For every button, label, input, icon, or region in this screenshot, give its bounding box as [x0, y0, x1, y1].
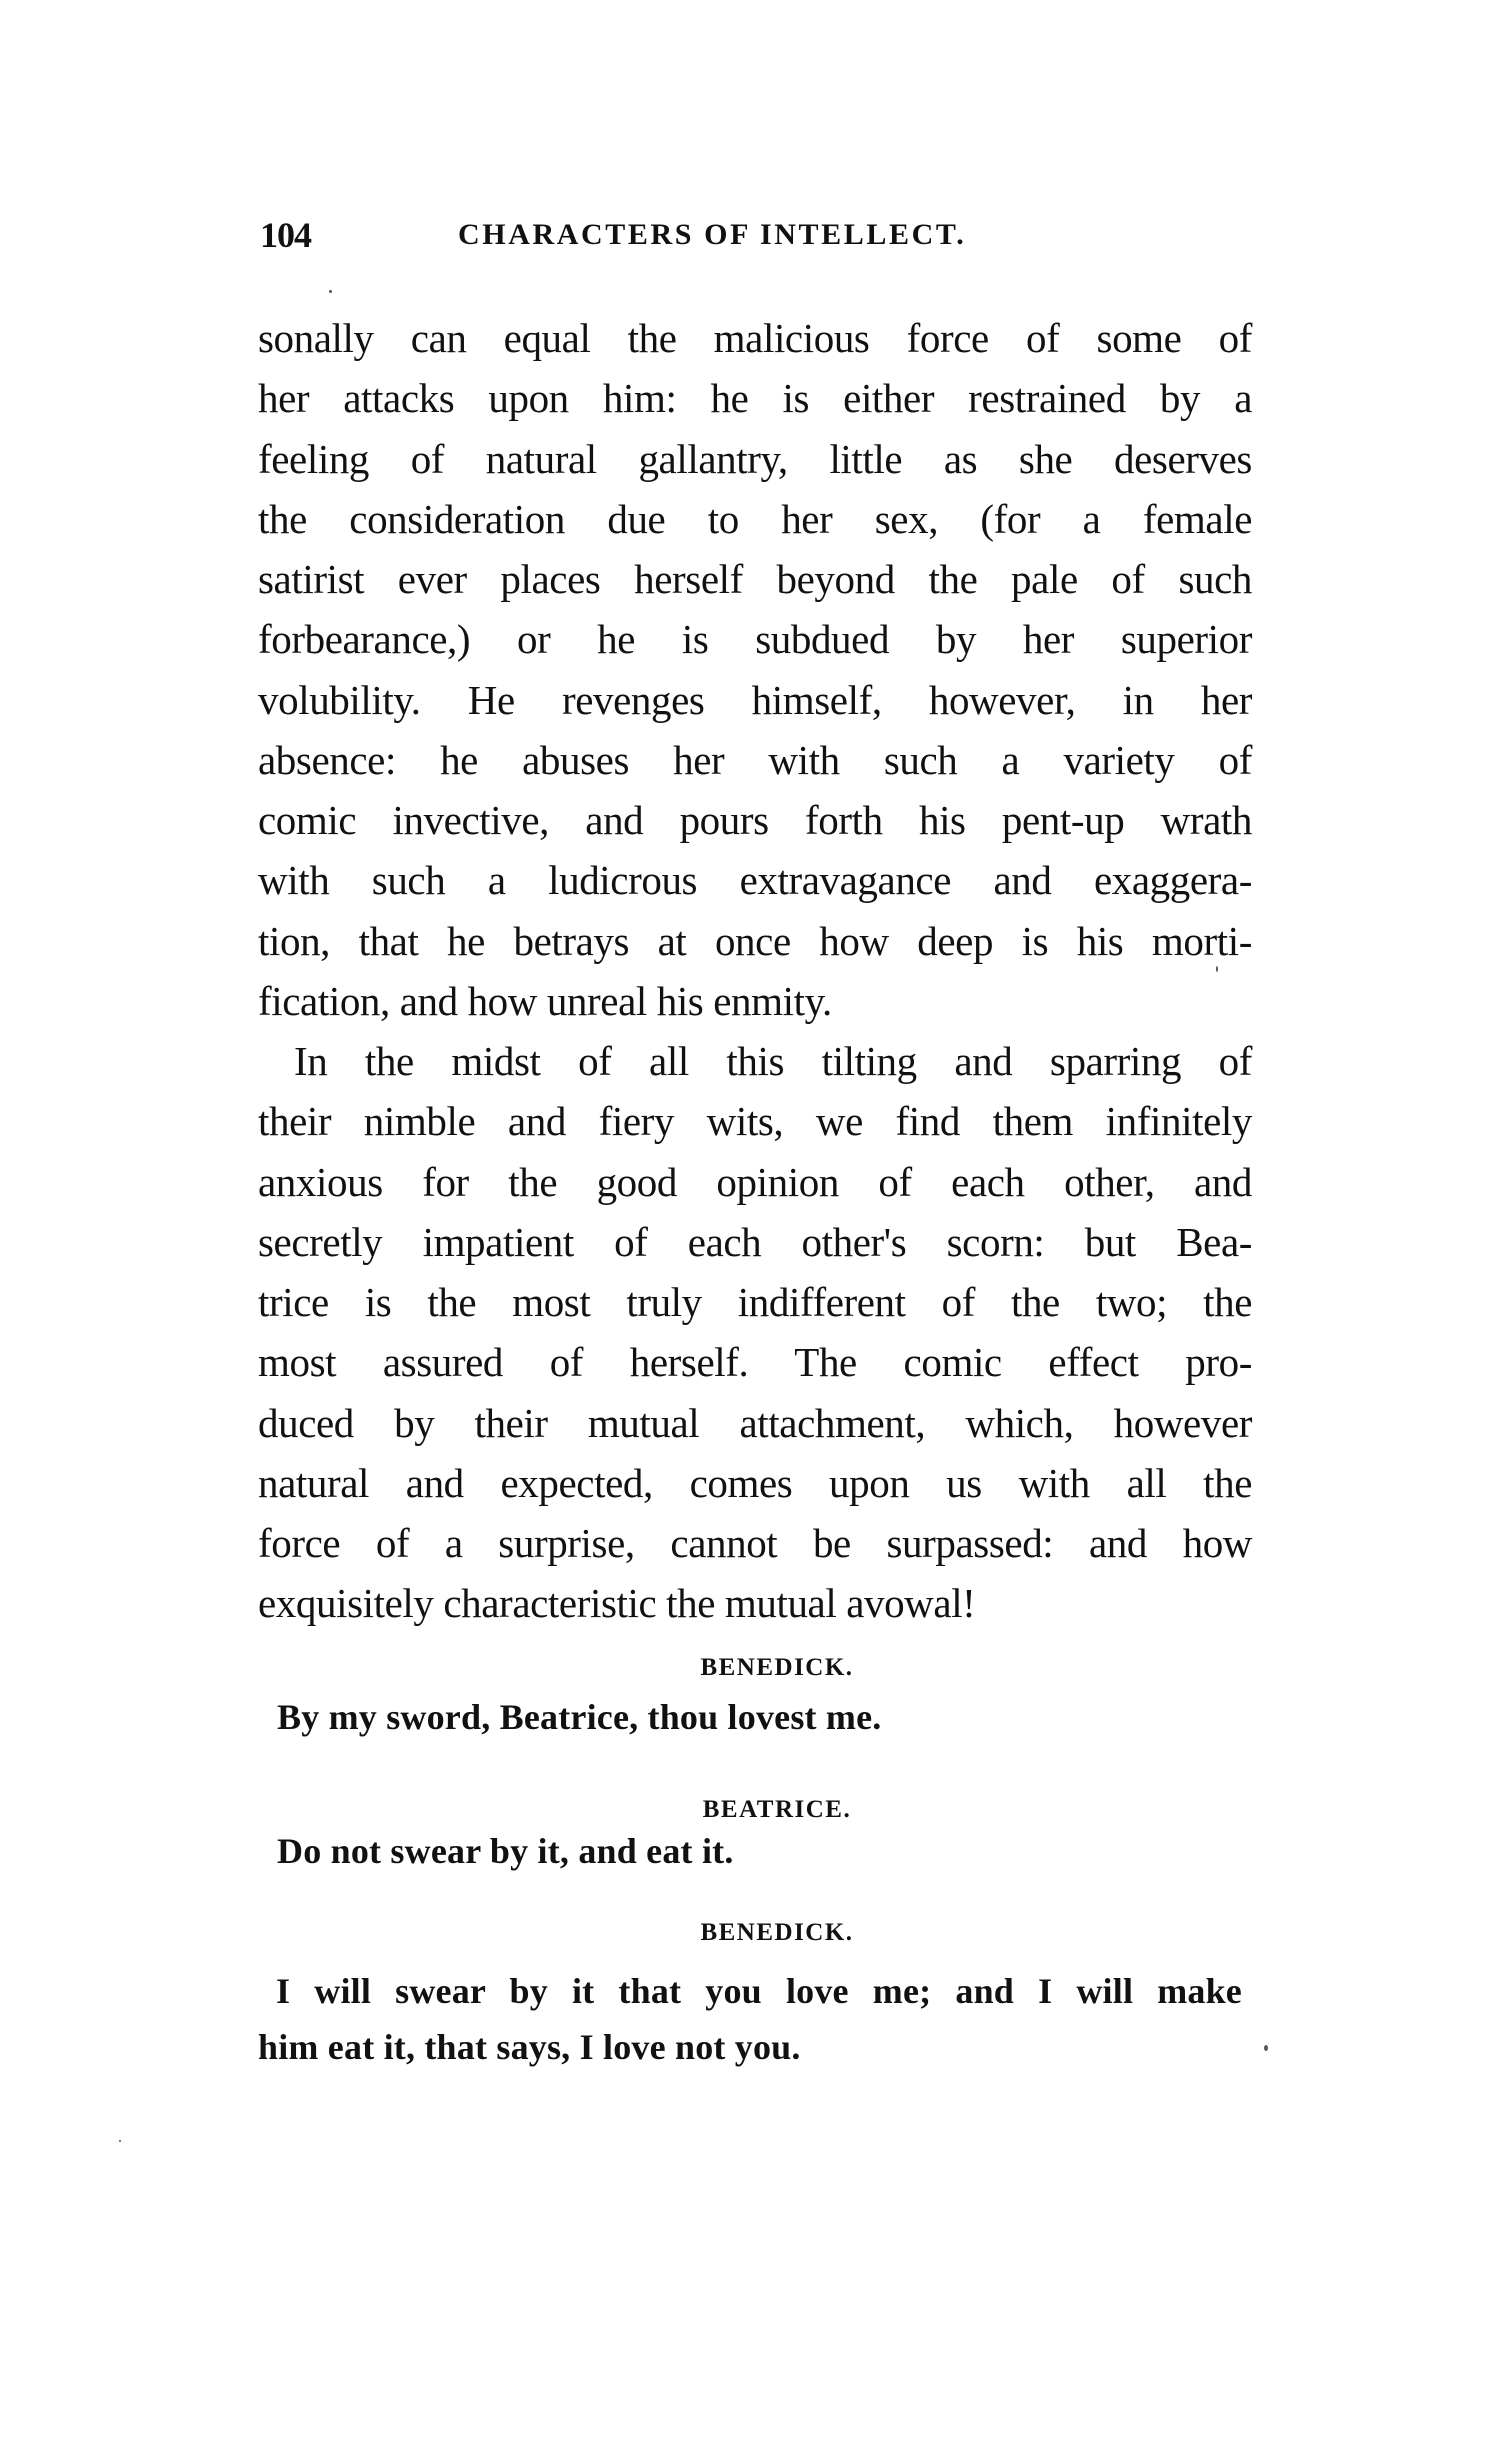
- text-line: secretly impatient of each other's scorn: but Bea-: [258, 1218, 1252, 1265]
- text-line: comic invective, and pours forth his pent-up wrath: [258, 797, 1252, 843]
- text-line: tion, that he betrays at once how deep is his morti-: [258, 917, 1252, 964]
- speech-line: him eat it, that says, I love not you.: [258, 2027, 801, 2067]
- text-line: anxious for the good opinion of each other, and: [258, 1158, 1252, 1205]
- text-line: natural and expected, comes upon us with all the: [258, 1459, 1252, 1506]
- speech-line: Do not swear by it, and eat it.: [277, 1831, 734, 1871]
- text-line: most assured of herself. The comic effect pro-: [258, 1339, 1252, 1386]
- text-line: their nimble and fiery wits, we find them infinitely: [258, 1098, 1252, 1145]
- text-line: her attacks upon him: he is either restrained by a: [258, 375, 1252, 422]
- page-number: 104: [260, 215, 311, 255]
- text-line: force of a surprise, cannot be surpassed: and how: [258, 1520, 1252, 1566]
- paragraph-start-line: In the midst of all this tilting and sparring of: [294, 1038, 1252, 1084]
- speaker-name: BEATRICE.: [702, 1796, 852, 1823]
- print-speck: [1216, 966, 1218, 972]
- running-title: CHARACTERS OF INTELLECT.: [458, 218, 967, 251]
- print-speck: [329, 290, 332, 293]
- text-line: trice is the most truly indifferent of the two; the: [258, 1279, 1252, 1325]
- print-speck: [1264, 2045, 1268, 2051]
- text-line: satirist ever places herself beyond the pale of such: [258, 556, 1252, 602]
- text-line: forbearance,) or he is subdued by her superior: [258, 616, 1252, 663]
- running-head: [260, 214, 1260, 258]
- speaker-name: BENEDICK.: [700, 1654, 854, 1681]
- text-line: volubility. He revenges himself, however, in her: [258, 676, 1252, 723]
- print-speck: [119, 2140, 121, 2142]
- text-line: exquisitely characteristic the mutual avowal!: [258, 1580, 976, 1627]
- text-line: sonally can equal the malicious force of some of: [258, 315, 1252, 361]
- text-line: feeling of natural gallantry, little as she deserves: [258, 435, 1252, 482]
- body-text: [258, 308, 1252, 1634]
- text-line: duced by their mutual attachment, which, however: [258, 1399, 1252, 1446]
- speaker-name: BENEDICK.: [700, 1919, 854, 1946]
- speech-line: By my sword, Beatrice, thou lovest me.: [277, 1697, 882, 1737]
- speech-line: I will swear by it that you love me; and I will make: [276, 1971, 1242, 2011]
- text-line: absence: he abuses her with such a variety of: [258, 736, 1252, 783]
- text-line: with such a ludicrous extravagance and exaggera-: [258, 857, 1252, 904]
- text-line: fication, and how unreal his enmity.: [258, 977, 832, 1024]
- text-line: the consideration due to her sex, (for a female: [258, 495, 1252, 542]
